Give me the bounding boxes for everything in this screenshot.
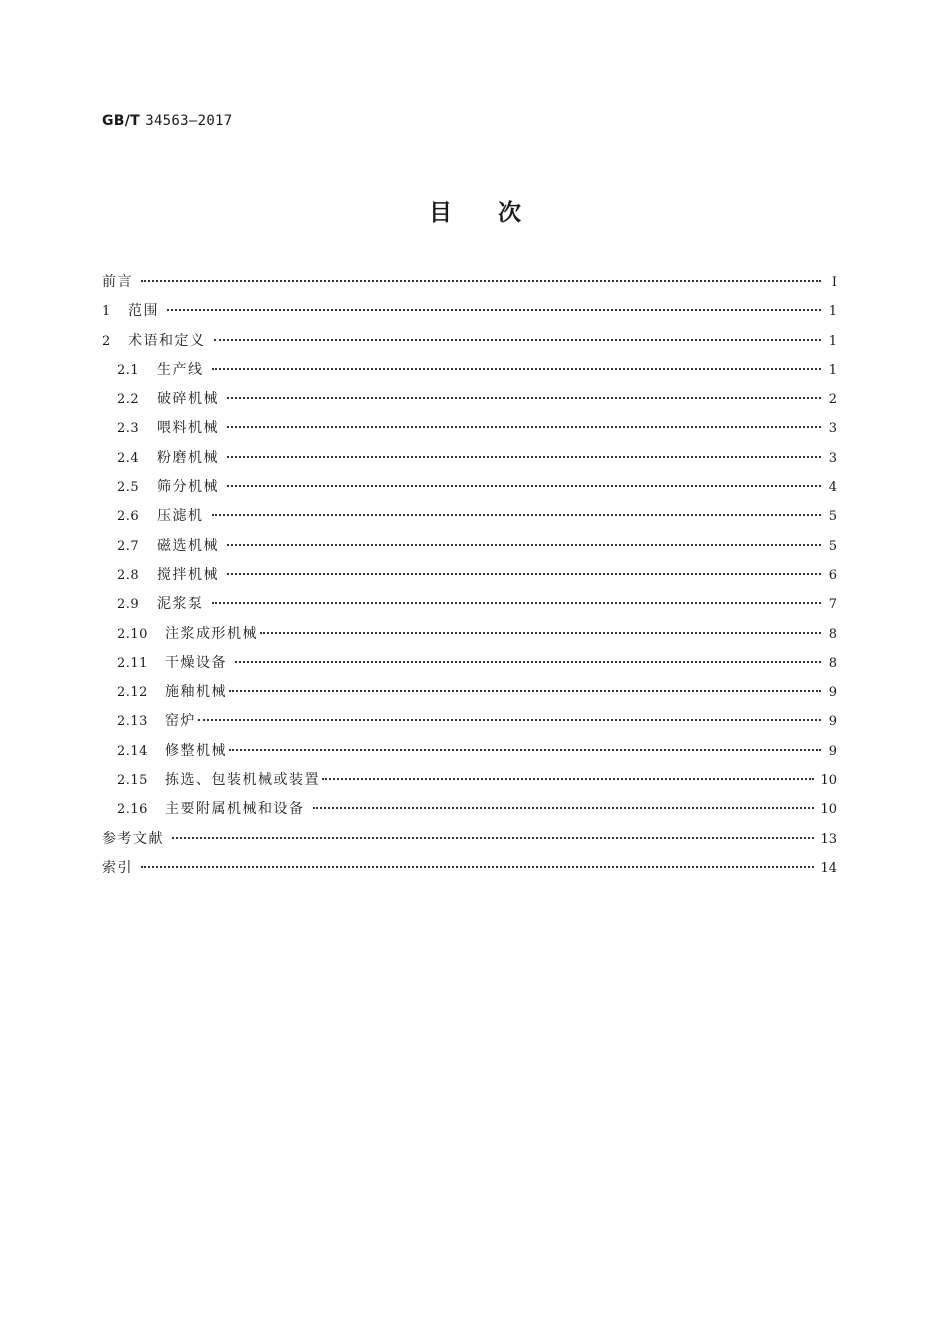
dot-leader: [227, 426, 821, 428]
toc-entry-number: 2.1: [117, 362, 140, 378]
toc-entry-label: 参考文献: [102, 830, 164, 847]
toc-entry-number: 2.14: [117, 743, 148, 759]
toc-entry-page: 5: [828, 538, 837, 554]
dot-leader: [260, 632, 821, 634]
toc-entry-page: 10: [820, 773, 837, 789]
dot-leader: [212, 368, 822, 370]
toc-entry-page: 4: [828, 480, 837, 496]
dot-leader: [214, 339, 822, 341]
toc-entry[interactable]: [102, 535, 837, 564]
toc-entry-label: 筛分机械: [157, 479, 219, 496]
toc-entry[interactable]: [102, 388, 837, 417]
toc-entry-label: 术语和定义: [128, 332, 206, 349]
toc-entry-page: 14: [820, 860, 837, 876]
toc-entry-label: 喂料机械: [157, 420, 219, 437]
toc-entry-label: 干燥设备: [165, 654, 227, 671]
toc-entry-number: 2.5: [117, 480, 140, 496]
toc-entry-number: 1: [102, 304, 111, 320]
toc-entry-number: 2.10: [117, 626, 148, 642]
toc-entry-number: 2.12: [117, 685, 148, 701]
toc-entry-label: 破碎机械: [157, 391, 219, 408]
dot-leader: [198, 719, 821, 721]
dot-leader: [229, 749, 821, 751]
toc-entry-number: 2.16: [117, 802, 148, 818]
dot-leader: [227, 397, 821, 399]
toc-entry[interactable]: [102, 330, 837, 359]
toc-entry-page: 2: [828, 392, 837, 408]
dot-leader: [227, 573, 821, 575]
toc-entry-label: 索引: [102, 859, 133, 876]
toc-entry[interactable]: [102, 740, 837, 769]
toc-entry-page: 10: [820, 802, 837, 818]
toc-entry-label: 生产线: [157, 361, 204, 378]
table-of-contents: [102, 271, 837, 886]
dot-leader: [212, 514, 822, 516]
dot-leader: [167, 309, 821, 311]
toc-entry[interactable]: [102, 681, 837, 710]
dot-leader: [141, 280, 821, 282]
dot-leader: [172, 837, 814, 839]
dot-leader: [227, 485, 821, 487]
toc-entry-page: Ⅰ: [831, 275, 837, 290]
toc-entry[interactable]: [102, 300, 837, 329]
toc-entry-label: 压滤机: [157, 508, 204, 525]
toc-entry-page: 8: [828, 655, 837, 671]
toc-entry-page: 3: [828, 421, 837, 437]
standard-prefix: GB/T: [102, 113, 141, 129]
dot-leader: [322, 778, 814, 780]
toc-entry-label: 范围: [128, 303, 159, 320]
toc-entry[interactable]: [102, 593, 837, 622]
toc-entry-page: 6: [828, 567, 837, 583]
toc-title: 目次: [429, 200, 567, 226]
toc-entry-page: 3: [828, 450, 837, 466]
toc-entry-label: 施釉机械: [165, 684, 227, 701]
dot-leader: [313, 807, 815, 809]
toc-entry[interactable]: [102, 271, 837, 300]
toc-entry-page: 9: [828, 743, 837, 759]
toc-entry-page: 1: [828, 333, 837, 349]
toc-entry[interactable]: [102, 505, 837, 534]
toc-entry-label: 前言: [102, 274, 133, 290]
dot-leader: [212, 602, 822, 604]
toc-entry-page: 8: [828, 626, 837, 642]
toc-entry-page: 9: [828, 714, 837, 730]
standard-code: [102, 113, 233, 129]
toc-entry[interactable]: [102, 828, 837, 857]
toc-entry-label: 拣选、包装机械或装置: [165, 772, 320, 789]
toc-entry[interactable]: [102, 769, 837, 798]
toc-entry-page: 9: [828, 685, 837, 701]
toc-entry-label: 修整机械: [165, 742, 227, 759]
toc-entry-page: 1: [828, 304, 837, 320]
toc-entry[interactable]: [102, 623, 837, 652]
toc-entry-label: 注浆成形机械: [165, 625, 258, 642]
toc-entry[interactable]: [102, 564, 837, 593]
toc-entry[interactable]: [102, 652, 837, 681]
toc-entry-number: 2.13: [117, 714, 148, 730]
toc-entry-number: 2.3: [117, 421, 140, 437]
standard-number: 34563—2017: [145, 113, 233, 129]
toc-entry-number: 2: [102, 333, 111, 349]
toc-entry-label: 泥浆泵: [157, 596, 204, 613]
toc-entry-page: 1: [828, 362, 837, 378]
dot-leader: [227, 544, 821, 546]
toc-entry-number: 2.4: [117, 450, 140, 466]
toc-entry-number: 2.7: [117, 538, 140, 554]
toc-entry[interactable]: [102, 476, 837, 505]
toc-entry-number: 2.11: [117, 655, 148, 671]
toc-entry[interactable]: [102, 857, 837, 886]
toc-entry-label: 磁选机械: [157, 537, 219, 554]
toc-entry-number: 2.15: [117, 773, 148, 789]
toc-entry[interactable]: [102, 359, 837, 388]
toc-entry-page: 13: [820, 831, 837, 847]
toc-entry-page: 5: [828, 509, 837, 525]
toc-entry-label: 窑炉: [165, 713, 196, 730]
toc-entry-number: 2.9: [117, 597, 140, 613]
toc-entry[interactable]: [102, 710, 837, 739]
toc-entry-number: 2.8: [117, 567, 140, 583]
dot-leader: [235, 661, 821, 663]
toc-entry-number: 2.6: [117, 509, 140, 525]
toc-entry-label: 主要附属机械和设备: [165, 801, 305, 818]
toc-entry-label: 搅拌机械: [157, 566, 219, 583]
toc-entry-label: 粉磨机械: [157, 449, 219, 466]
dot-leader: [141, 866, 814, 868]
toc-entry[interactable]: [102, 447, 837, 476]
toc-entry-number: 2.2: [117, 392, 140, 408]
toc-entry[interactable]: [102, 417, 837, 446]
toc-entry-page: 7: [828, 597, 837, 613]
toc-entry[interactable]: [102, 798, 837, 827]
dot-leader: [227, 456, 821, 458]
dot-leader: [229, 690, 821, 692]
